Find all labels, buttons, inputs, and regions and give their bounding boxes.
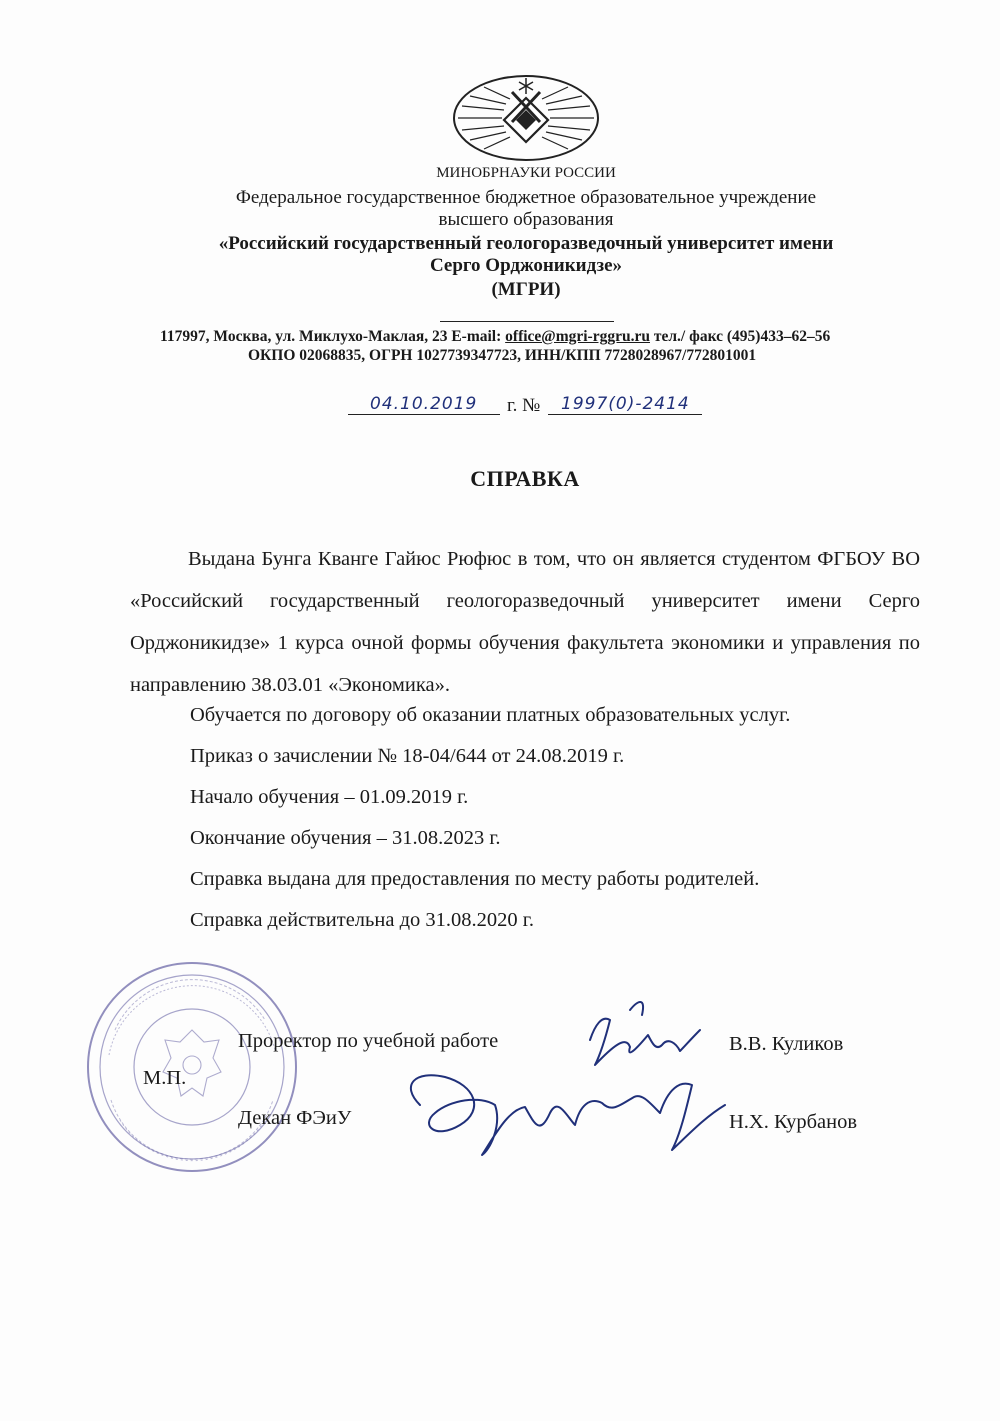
header-separator [440,321,614,322]
official-seal [85,960,300,1175]
address: 117997, Москва, ул. Миклухо-Маклая, 23 E-mail: [160,328,506,345]
org-type-line-2: высшего образования [438,209,614,230]
study-end-line: Окончание обучения – 31.08.2023 г. [190,827,501,849]
vice-rector-name: В.В. Куликов [729,1033,844,1055]
handwritten-number: 1997(0)-2414 [561,394,690,414]
university-name-line-1: «Российский государственный геологоразведочный университет имени [218,233,834,254]
university-name-line-2: Серго Орджоникидзе» [429,255,623,276]
dean-title: Декан ФЭиУ [238,1107,352,1129]
contract-line: Обучается по договору об оказании платных образовательных услуг. [190,704,791,726]
contact-line [160,328,830,346]
phone: тел./ факс (495)433–62–56 [649,328,831,345]
study-start-line: Начало обучения – 01.09.2019 г. [190,786,469,808]
university-logo [450,72,602,164]
dean-name: Н.Х. Курбанов [729,1111,858,1133]
org-type-line-1: Федеральное государственное бюджетное образовательное учреждение [235,187,817,208]
validity-line: Справка действительна до 31.08.2020 г. [190,909,534,931]
email-link[interactable]: office@mgri-rggru.ru [505,328,650,345]
document-number [561,393,690,415]
university-abbreviation: (МГРИ) [491,279,561,300]
registration-codes: ОКПО 02068835, ОГРН 1027739347723, ИНН/КПП 7728028967/772801001 [248,347,757,364]
enrollment-order-line: Приказ о зачислении № 18-04/644 от 24.08.2019 г. [190,745,625,767]
year-number-label: г. № [507,395,541,416]
document-title: СПРАВКА [470,466,580,491]
document-date [370,393,477,415]
stamp-place-label: М.П. [143,1067,187,1089]
handwritten-signatures [390,985,730,1160]
ministry-name: МИНОБРНАУКИ РОССИИ [436,165,616,181]
handwritten-date: 04.10.2019 [370,394,478,414]
number-underline [548,414,702,415]
purpose-line: Справка выдана для предоставления по месту работы родителей. [190,868,760,890]
vice-rector-title: Проректор по учебной работе [238,1030,499,1052]
certificate-paragraph [130,538,920,706]
paragraph-text: Выдана Бунга Кванге Гайюс Рюфюс в том, что он является студентом ФГБОУ ВО «Российский государственный геологоразведочный университет имени Серго Орджоникидзе» 1 курса очной формы обучения факультета экономики и управления по направлению 38.03.01 «Экономика». [130,548,920,696]
date-underline [348,414,500,415]
